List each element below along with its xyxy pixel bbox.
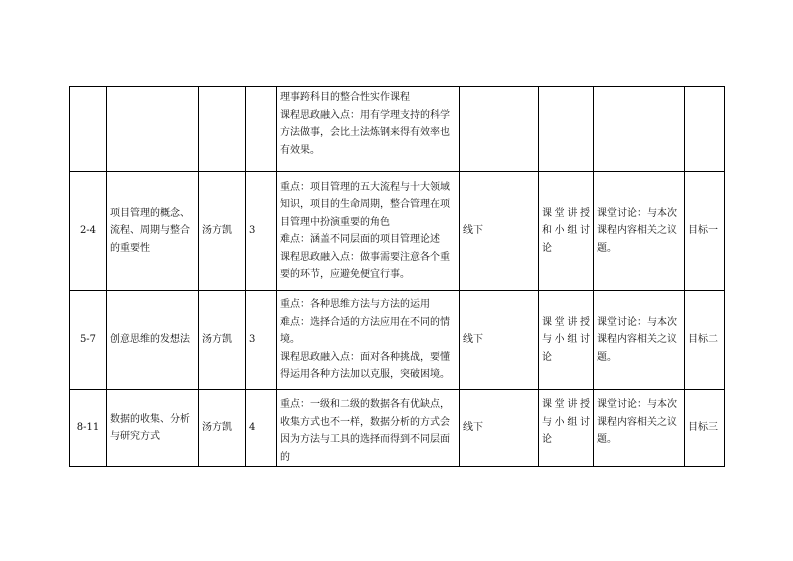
- content-cell: [277, 390, 460, 467]
- method-cell: 课堂讲授与小组讨论: [539, 390, 594, 467]
- teacher-cell: 汤方凯: [199, 172, 246, 291]
- hours-cell: 4: [246, 390, 277, 467]
- method-cell: 课堂讲授和小组讨论: [539, 172, 594, 291]
- mode-cell: 线下: [460, 291, 539, 390]
- hours-cell: 3: [246, 291, 277, 390]
- goal-cell: [685, 87, 725, 172]
- content-line: 课程思政融入点：面对各种挑战，要懂得运用各种方法加以克服，突破困境。: [280, 351, 450, 381]
- topic-cell: 数据的收集、分析与研究方式: [107, 390, 199, 467]
- week-cell: [70, 87, 107, 172]
- week-cell: 8-11: [70, 390, 107, 467]
- goal-cell: 目标三: [685, 390, 725, 467]
- assessment-cell: [594, 87, 685, 172]
- content-line: 课程思政融入点：用有学理支持的科学方法做事，会比土法炼钢来得有效率也有效果。: [280, 109, 450, 156]
- assessment-cell: 课堂讨论：与本次课程内容相关之议题。: [594, 390, 685, 467]
- mode-cell: 线下: [460, 390, 539, 467]
- assessment-cell: 课堂讨论：与本次课程内容相关之议题。: [594, 172, 685, 291]
- hours-cell: 3: [246, 172, 277, 291]
- teacher-cell: [199, 87, 246, 172]
- assessment-cell: 课堂讨论：与本次课程内容相关之议题。: [594, 291, 685, 390]
- mode-cell: 线下: [460, 172, 539, 291]
- table-row: [70, 87, 725, 172]
- method-cell: 课堂讲授与小组讨论: [539, 291, 594, 390]
- table-row: [70, 390, 725, 467]
- goal-cell: 目标二: [685, 291, 725, 390]
- week-cell: 2-4: [70, 172, 107, 291]
- content-cell: [277, 172, 460, 291]
- content-line: 重点：各种思维方法与方法的运用: [280, 299, 430, 311]
- goal-cell: 目标一: [685, 172, 725, 291]
- content-line: 理事跨科目的整合性实作课程: [280, 92, 410, 103]
- content-line: 课程思政融入点：做事需要注意各个重要的环节，应避免便宜行事。: [280, 251, 450, 280]
- table-row: [70, 172, 725, 291]
- content-cell: [277, 291, 460, 390]
- teacher-cell: 汤方凯: [199, 390, 246, 467]
- topic-cell: [107, 87, 199, 172]
- topic-cell: 创意思维的发想法: [107, 291, 199, 390]
- mode-cell: [460, 87, 539, 172]
- content-line: 难点：选择合适的方法应用在不同的情境。: [280, 316, 450, 346]
- content-line: 重点：项目管理的五大流程与十大领域知识，项目的生命周期，整合管理在项目管理中扮演重要的角色: [280, 181, 450, 228]
- content-line: 难点：涵盖不同层面的项目管理论述: [280, 234, 440, 245]
- content-cell: [277, 87, 460, 172]
- course-schedule-table: [69, 86, 725, 467]
- table-row: [70, 291, 725, 390]
- method-cell: [539, 87, 594, 172]
- week-cell: 5-7: [70, 291, 107, 390]
- teacher-cell: 汤方凯: [199, 291, 246, 390]
- hours-cell: [246, 87, 277, 172]
- content-line: 重点：一级和二级的数据各有优缺点，收集方式也不一样，数据分析的方式会因为方法与工具的选择而得到不同层面的: [280, 399, 450, 463]
- topic-cell: 项目管理的概念、流程、周期与整合的重要性: [107, 172, 199, 291]
